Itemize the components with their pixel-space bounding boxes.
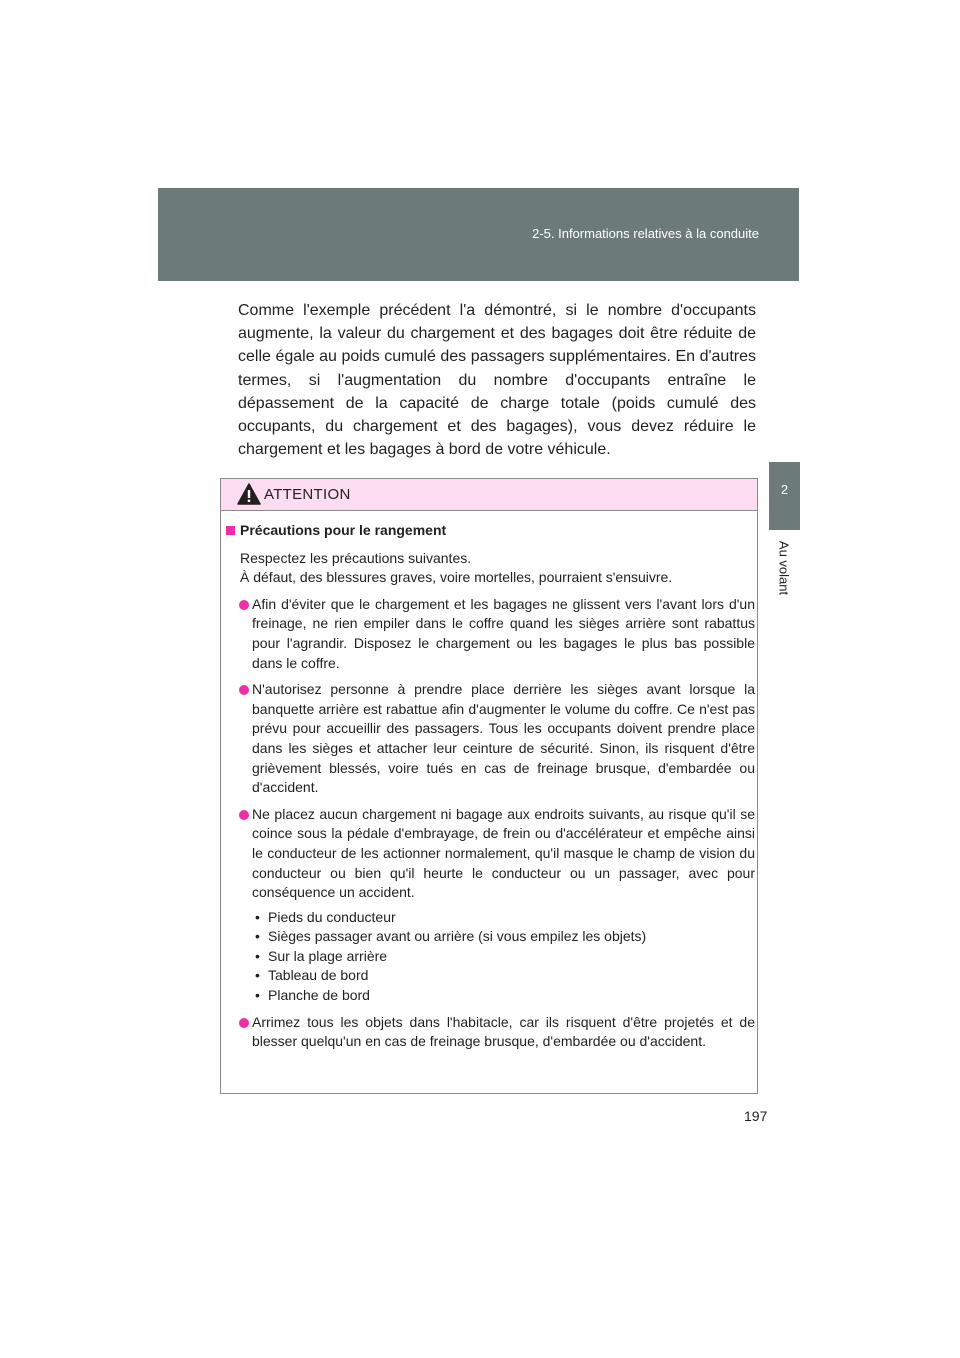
round-bullet-icon: [239, 600, 249, 610]
square-bullet-icon: [226, 526, 235, 535]
round-bullet-icon: [239, 685, 249, 695]
warning-subtitle: [225, 521, 755, 541]
warning-lead-line: À défaut, des blessures graves, voire mortelles, pourraient s'ensuivre.: [240, 569, 673, 586]
warning-item-text: Arrimez tous les objets dans l'habitacle, car ils risquent d'être projetés et de blesser quelqu'un en cas de freinage brusque, d'embardée ou d'accident.: [252, 1013, 755, 1050]
intro-paragraph: Comme l'exemple précédent l'a démontré, si le nombre d'occupants augmente, la valeur du chargement et des bagages doit être réduite de celle égale au poids cumulé des passagers supplémentaires. En d'autres termes, si l'augmentation du nombre d'occupants entraîne le dépassement de la capacité de charge totale (poids cumulé des occupants, du chargement et des bagages), vous devez réduire le chargement et les bagages à bord de votre véhicule.: [238, 302, 756, 459]
warning-item: [225, 1013, 755, 1052]
warning-body: [225, 521, 755, 1052]
location-list-item: • Pieds du conducteur: [252, 908, 755, 928]
warning-lead: [240, 549, 755, 588]
location-list-item: • Planche de bord: [252, 986, 755, 1006]
warning-item: [225, 680, 755, 798]
location-list-item: • Sièges passager avant ou arrière (si vous empilez les objets): [252, 927, 755, 947]
chapter-label: Au volant: [776, 540, 792, 596]
warning-item-text: Afin d'éviter que le chargement et les bagages ne glissent vers l'avant lors d'un freinage, ne rien empiler dans le coffre quand les sièges arrière sont rabattus pour l'agrandir. Disposez le chargement ou les bagages le plus bas possible dans le coffre.: [252, 595, 755, 671]
round-bullet-icon: [239, 1018, 249, 1028]
location-list: [252, 908, 755, 1006]
section-header-band: [158, 188, 799, 281]
warning-item: [225, 805, 755, 903]
warning-lead-line: Respectez les précautions suivantes.: [240, 549, 472, 566]
section-title: 2-5. Informations relatives à la conduite: [532, 226, 759, 241]
chapter-tab: [769, 462, 800, 530]
warning-header: [221, 479, 757, 511]
warning-triangle-icon: [237, 483, 261, 505]
warning-subtitle-text: Précautions pour le rangement: [240, 522, 447, 538]
warning-title: ATTENTION: [264, 486, 351, 503]
chapter-number: 2: [780, 482, 789, 497]
location-list-item: • Sur la plage arrière: [252, 947, 755, 967]
round-bullet-icon: [239, 810, 249, 820]
page-number: 197: [744, 1108, 768, 1124]
warning-item-text: N'autorisez personne à prendre place derrière les sièges avant lorsque la banquette arrière est rabattue afin d'augmenter le volume du coffre. Ce n'est pas prévu pour accueillir des passagers. Tous les occupants doivent prendre place dans les sièges et attacher leur ceinture de sécurité. Sinon, ils risquent d'être grièvement blessés, voire tués en cas de freinage brusque, d'embardée ou d'accident.: [252, 681, 755, 796]
warning-box: [220, 478, 758, 1094]
location-list-item: • Tableau de bord: [252, 966, 755, 986]
warning-item-text: Ne placez aucun chargement ni bagage aux endroits suivants, au risque qu'il se coince sous la pédale d'embrayage, de frein ou d'accélérateur et empêche ainsi le conducteur de les actionner normalement, qu'il masque le champ de vision du conducteur ou bien qu'il heurte le conducteur ou un passager, avec pour conséquence un accident.: [252, 805, 755, 901]
warning-item: [225, 595, 755, 673]
